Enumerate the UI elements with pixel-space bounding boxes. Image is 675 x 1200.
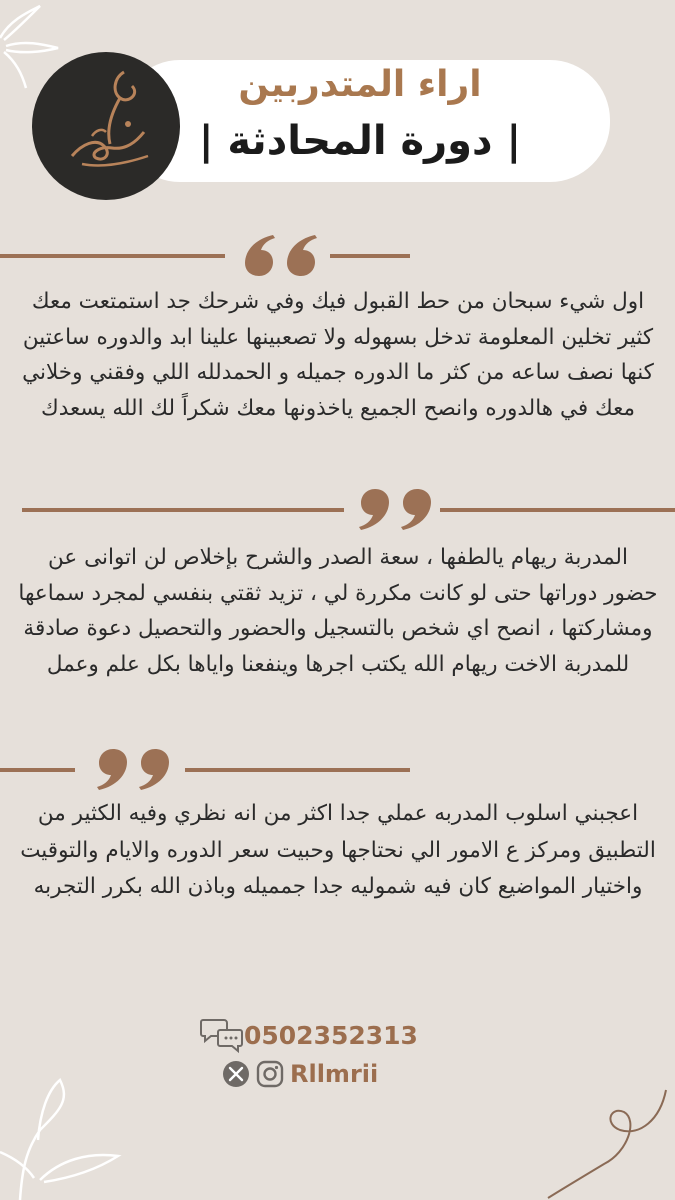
divider-line bbox=[440, 508, 675, 512]
page-subtitle: | دورة المحادثة | bbox=[198, 118, 522, 164]
contact-phone-row bbox=[200, 1016, 418, 1054]
chat-bubbles-icon bbox=[200, 1016, 244, 1054]
divider-line bbox=[22, 508, 344, 512]
contact-social-row bbox=[222, 1060, 378, 1088]
instagram-icon[interactable] bbox=[256, 1060, 284, 1088]
phone-number[interactable]: 0502352313 bbox=[244, 1020, 418, 1050]
brand-logo bbox=[32, 52, 180, 200]
social-handle[interactable]: Rllmrii bbox=[290, 1060, 379, 1088]
close-quote-icon bbox=[95, 748, 171, 792]
testimonial-text: المدربة ريهام يالطفها ، سعة الصدر والشرح بإخلاص لن اتوانى عن حضور دوراتها حتى لو كانت مكررة لي ، تزيد ثقتي بنفسي لمجرد سماعها ومشاركتها ، انصح اي شخص بالتسجيل والحضور والتحصيل دعوة صادقة للمدربة الاخت ريهام الله يكتب اجرها وينفعنا واياها بكل علم وعمل bbox=[18, 545, 658, 677]
testimonial-text: اول شيء سبحان من حط القبول فيك وفي شرحك جد استمتعت معك كثير تخلين المعلومة تدخل بسهوله ولا تصعبينها علينا ابد والدوره ساعتين كنها نصف ساعه من كثر ما الدوره جميله و الحمدلله اللي وفقني وخلاني معك في هالدوره وانصح الجميع ياخذونها معك شكراً لك الله يسعدك bbox=[22, 289, 654, 421]
x-icon[interactable] bbox=[222, 1060, 250, 1088]
flower-doodle-bottom-left bbox=[0, 1060, 130, 1200]
swirl-doodle-bottom-right bbox=[540, 1060, 675, 1200]
testimonial-text: اعجبني اسلوب المدربه عملي جدا اكثر من انه نظري وفيه الكثير من التطبيق ومركز ع الامور الي نحتاجها وحبيت سعر الدوره والايام والتوقيت واختيار المواضيع كان فيه شموليه جدا جمميله وباذن الله بكرر التجربه bbox=[20, 801, 656, 899]
divider-line bbox=[330, 254, 410, 258]
page-title: اراء المتدربين bbox=[238, 64, 482, 105]
close-quote-icon bbox=[357, 488, 433, 532]
open-quote-icon bbox=[243, 233, 319, 277]
divider-line bbox=[185, 768, 410, 772]
divider-line bbox=[0, 768, 75, 772]
divider-line bbox=[0, 254, 225, 258]
